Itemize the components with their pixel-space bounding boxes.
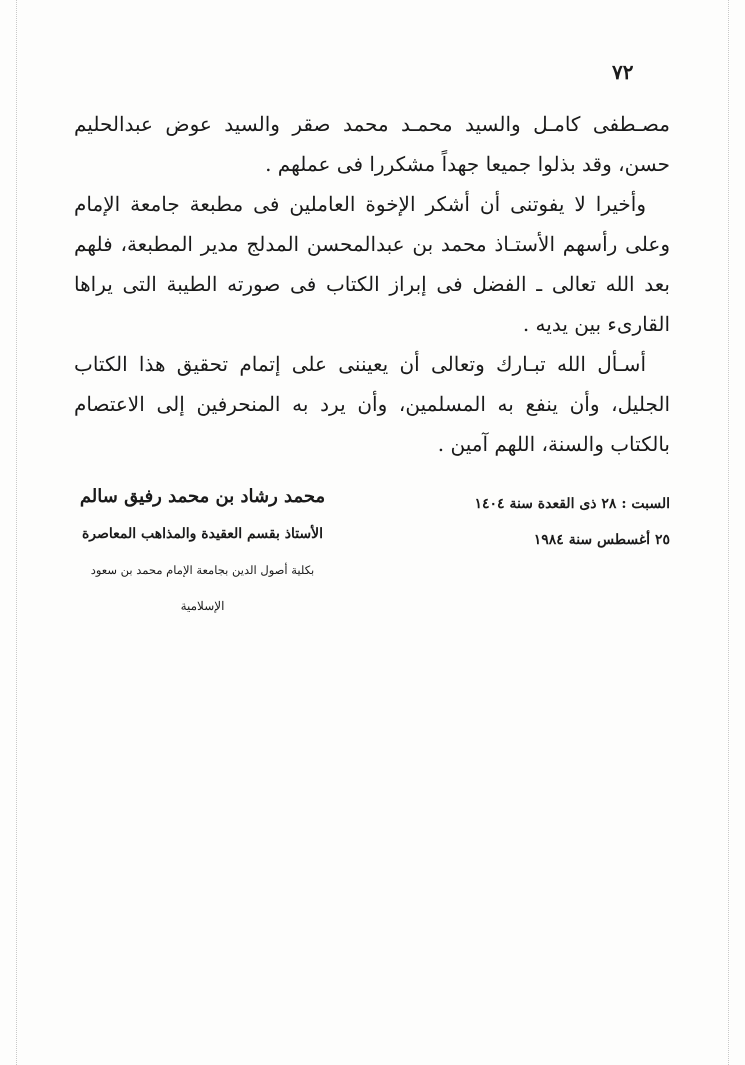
author-signature-block xyxy=(70,478,335,624)
scan-edge-marks xyxy=(16,0,18,1065)
paragraph-acknowledgement-2: وأخيرا لا يفوتنى أن أشكر الإخوة العاملين فى مطبعة جامعة الإمام وعلى رأسهم الأستـاذ محمد بن عبدالمحسن المدلج مدير المطبعة، فلهم بعد الله تعالى ـ الفضل فى إبراز الكتاب فى صورته الطيبة التى يراها القارىء بين يديه . xyxy=(74,192,670,336)
hijri-date: السبت : ٢٨ ذى القعدة سنة ١٤٠٤ xyxy=(474,496,670,512)
page-number: ٧٢ xyxy=(612,60,634,84)
date-block xyxy=(410,486,670,558)
author-name: محمد رشاد بن محمد رفيق سالم xyxy=(79,486,326,507)
author-university: الإسلامية xyxy=(180,599,225,613)
gregorian-date: ٢٥ أغسطس سنة ١٩٨٤ xyxy=(533,532,670,548)
paragraph-acknowledgement-1: مصـطفى كامـل والسيد محمـد محمد صقر والسيد عوض عبدالحليم حسن، وقد بذلوا جميعا جهداً مشكررا فى عملهم . xyxy=(74,112,670,176)
paragraph-closing-prayer: أسـأل الله تبـارك وتعالى أن يعيننى على إتمام تحقيق هذا الكتاب الجليل، وأن ينفع به المسلمين، وأن يرد به المنحرفين إلى الاعتصام بالكتاب والسنة، اللهم آمين . xyxy=(74,352,670,456)
author-title: الأستاذ بقسم العقيدة والمذاهب المعاصرة xyxy=(81,526,324,542)
binding-margin-marks xyxy=(728,0,730,1065)
body-text xyxy=(74,104,670,464)
author-faculty: بكلية أصول الدين بجامعة الإمام محمد بن سعود xyxy=(90,563,315,577)
